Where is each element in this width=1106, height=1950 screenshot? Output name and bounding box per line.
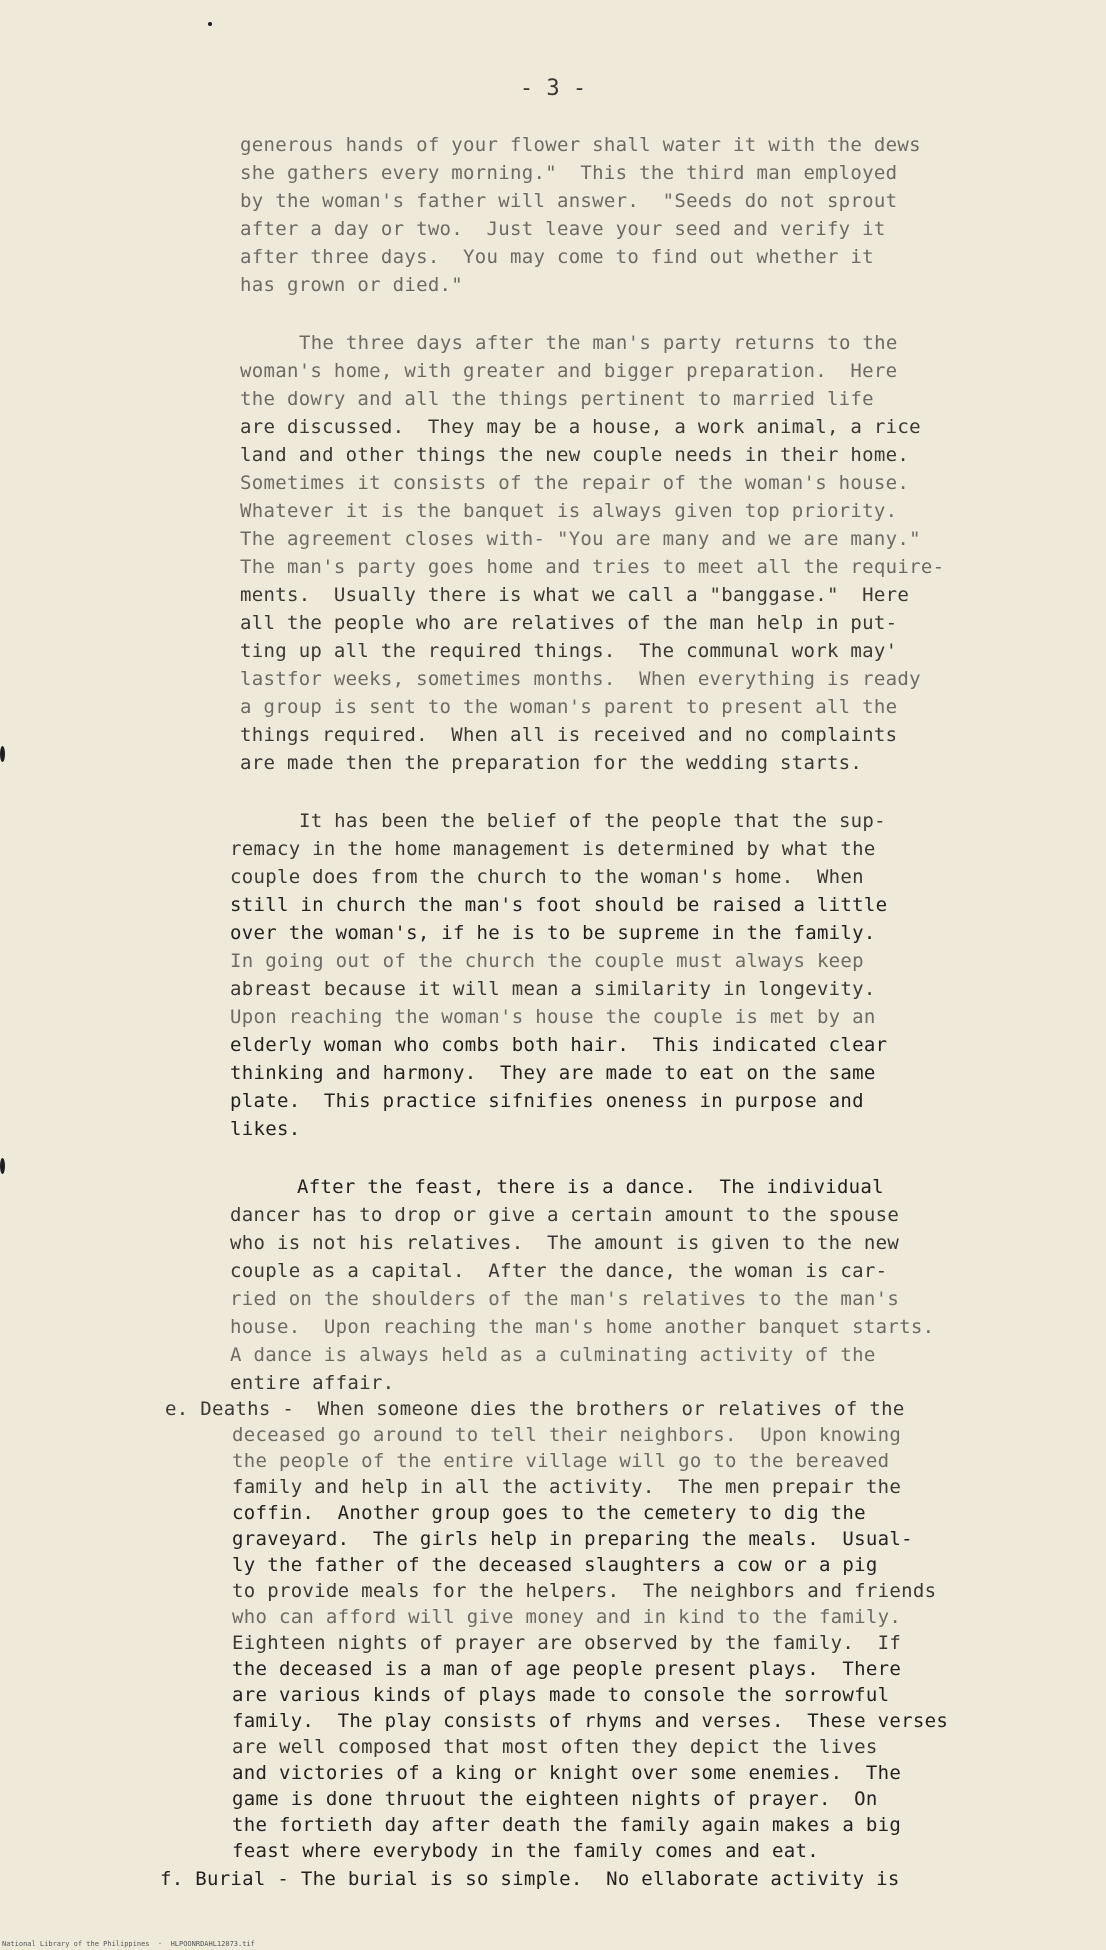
text-line: who can afford will give money and in kind to the family.: [232, 1606, 902, 1628]
text-line: abreast because it will mean a similarity in longevity.: [230, 978, 876, 1000]
scan-speck: [0, 746, 5, 762]
text-line: house. Upon reaching the man's home another banquet starts.: [230, 1316, 935, 1338]
text-line: elderly woman who combs both hair. This indicated clear: [230, 1034, 888, 1056]
text-line: she gathers every morning." This the third man employed: [240, 162, 898, 184]
text-line: Sometimes it consists of the repair of the woman's house.: [240, 472, 910, 494]
text-line: The man's party goes home and tries to meet all the require-: [240, 556, 945, 578]
text-line: ly the father of the deceased slaughters a cow or a pig: [232, 1554, 878, 1576]
text-line: feast where everybody in the family comes and eat.: [232, 1840, 819, 1862]
text-line: ried on the shoulders of the man's relatives to the man's: [230, 1288, 900, 1310]
text-line: over the woman's, if he is to be supreme in the family.: [230, 922, 876, 944]
text-line: remacy in the home management is determined by what the: [230, 838, 876, 860]
text-line: after three days. You may come to find out whether it: [240, 246, 874, 268]
text-line: are discussed. They may be a house, a work animal, a rice: [240, 416, 921, 438]
text-line: the dowry and all the things pertinent to married life: [240, 388, 874, 410]
text-line: dancer has to drop or give a certain amount to the spouse: [230, 1204, 900, 1226]
text-line: Upon reaching the woman's house the couple is met by an: [230, 1006, 876, 1028]
text-line: and victories of a king or knight over some enemies. The: [232, 1762, 902, 1784]
text-line: coffin. Another group goes to the cemetery to dig the: [232, 1502, 866, 1524]
text-line: ting up all the required things. The communal work may': [240, 640, 898, 662]
text-line: thinking and harmony. They are made to eat on the same: [230, 1062, 876, 1084]
text-line: A dance is always held as a culminating activity of the: [230, 1344, 876, 1366]
text-line: after a day or two. Just leave your seed and verify it: [240, 218, 886, 240]
page-number: - 3 -: [519, 76, 587, 101]
text-line: couple does from the church to the woman's home. When: [230, 866, 864, 888]
text-line: After the feast, there is a dance. The individual: [250, 1176, 884, 1198]
text-line: Whatever it is the banquet is always given top priority.: [240, 500, 898, 522]
text-line: game is done thruout the eighteen nights of prayer. On: [232, 1788, 878, 1810]
text-line: generous hands of your flower shall water it with the dews: [240, 134, 921, 156]
text-line: It has been the belief of the people that the sup-: [252, 810, 886, 832]
text-line: Eighteen nights of prayer are observed by the family. If: [232, 1632, 902, 1654]
text-line: In going out of the church the couple must always keep: [230, 950, 864, 972]
text-line: woman's home, with greater and bigger preparation. Here: [240, 360, 898, 382]
text-line: things required. When all is received and no complaints: [240, 724, 898, 746]
text-line: couple as a capital. After the dance, the woman is car-: [230, 1260, 888, 1282]
text-line: likes.: [230, 1118, 301, 1140]
text-line: are various kinds of plays made to console the sorrowful: [232, 1684, 890, 1706]
text-line: entire affair.: [230, 1372, 395, 1394]
text-line: plate. This practice sifnifies oneness in purpose and: [230, 1090, 864, 1112]
text-line: lastfor weeks, sometimes months. When everything is ready: [240, 668, 921, 690]
text-line: ments. Usually there is what we call a "banggase." Here: [240, 584, 910, 606]
text-line: family. The play consists of rhyms and verses. These verses: [232, 1710, 949, 1732]
text-line: the people of the entire village will go to the bereaved: [232, 1450, 890, 1472]
scan-speck: [0, 1158, 5, 1174]
scan-speck: [208, 22, 212, 26]
text-line: a group is sent to the woman's parent to present all the: [240, 696, 898, 718]
text-line: still in church the man's foot should be raised a little: [230, 894, 888, 916]
text-line: by the woman's father will answer. "Seeds do not sprout: [240, 190, 898, 212]
text-line: who is not his relatives. The amount is given to the new: [230, 1232, 900, 1254]
text-line: graveyard. The girls help in preparing the meals. Usual-: [232, 1528, 913, 1550]
text-line: has grown or died.": [240, 274, 464, 296]
text-line: the fortieth day after death the family again makes a big: [232, 1814, 902, 1836]
text-line: The agreement closes with- "You are many and we are many.": [240, 528, 921, 550]
text-line: deceased go around to tell their neighbors. Upon knowing: [232, 1424, 902, 1446]
text-line: are made then the preparation for the wedding starts.: [240, 752, 863, 774]
text-line: e. Deaths - When someone dies the brothers or relatives of the: [165, 1398, 905, 1420]
text-line: The three days after the man's party returns to the: [252, 332, 898, 354]
text-line: are well composed that most often they depict the lives: [232, 1736, 878, 1758]
text-line: land and other things the new couple needs in their home.: [240, 444, 910, 466]
scan-footer: National Library of the Philippines · HLPOONRDAHL12073.tif: [2, 1940, 255, 1948]
text-line: all the people who are relatives of the man help in put-: [240, 612, 898, 634]
text-line: f. Burial - The burial is so simple. No ellaborate activity is: [160, 1868, 900, 1890]
text-line: to provide meals for the helpers. The neighbors and friends: [232, 1580, 937, 1602]
text-line: the deceased is a man of age people present plays. There: [232, 1658, 902, 1680]
text-line: family and help in all the activity. The men prepair the: [232, 1476, 902, 1498]
